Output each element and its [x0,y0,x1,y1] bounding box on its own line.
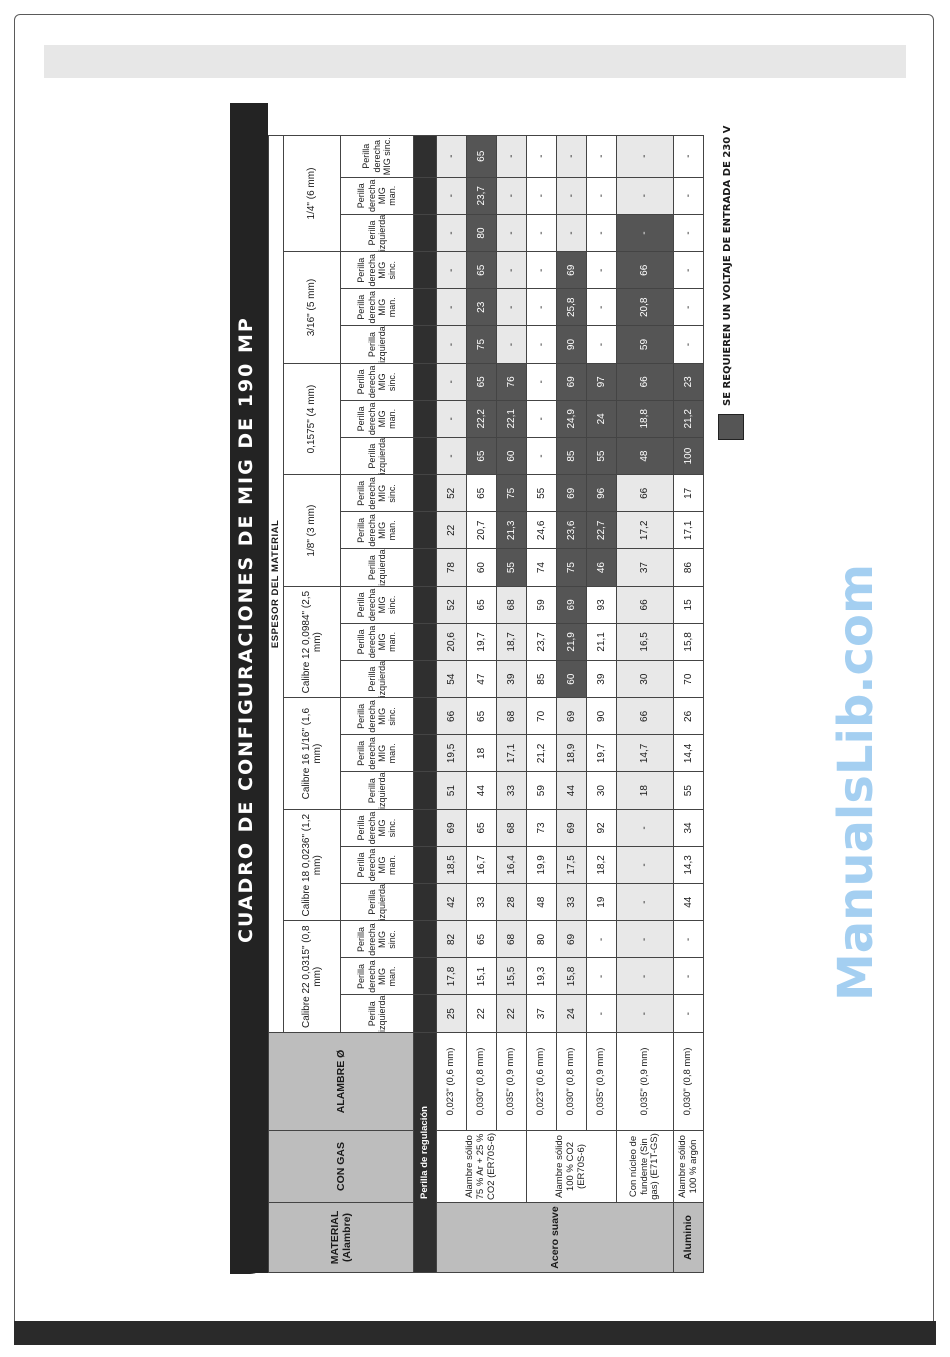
top-band [44,45,906,78]
value-cell: 39 [497,660,527,698]
value-cell: 26 [674,698,704,735]
value-cell: - [674,995,704,1033]
value-cell: 55 [527,475,557,512]
value-cell: 59 [617,326,674,364]
value-cell: 75 [557,549,587,587]
value-cell: - [497,135,527,177]
value-cell: - [587,252,617,289]
value-cell: 17 [674,475,704,512]
value-cell: 68 [497,809,527,846]
value-cell: - [617,883,674,921]
value-cell: 97 [587,363,617,400]
value-cell: - [527,177,557,214]
knob-man-header: Perilla derecha MIG man. [341,289,414,326]
value-cell: 20,6 [437,623,467,660]
value-cell: 74 [527,549,557,587]
knob-label-spacer [414,214,437,252]
value-cell: 24 [587,400,617,437]
wire-diameter-cell: 0,023" (0,6 mm) [437,1033,467,1131]
legend [712,110,752,440]
knob-sinc-header: Perilla derecha MIG sinc. [341,252,414,289]
knob-man-header: Perilla derecha MIG man. [341,846,414,883]
value-cell: - [587,177,617,214]
knob-man-header: Perilla derecha MIG man. [341,958,414,995]
value-cell: - [674,214,704,252]
knob-label-spacer [414,289,437,326]
value-cell: - [497,214,527,252]
knob-label-spacer [414,326,437,364]
value-cell: 20,7 [467,512,497,549]
value-cell: 18 [467,735,497,772]
value-cell: - [557,135,587,177]
chart-title: CUADRO DE CONFIGURACIONES DE MIG DE 190 MP [235,316,257,943]
value-cell: 18,9 [557,735,587,772]
value-cell: 68 [497,698,527,735]
knob-label-spacer [414,475,437,512]
value-cell: - [587,995,617,1033]
value-cell: 85 [527,660,557,698]
value-cell: - [437,252,467,289]
value-cell: 17,5 [557,846,587,883]
value-cell: 86 [674,549,704,587]
value-cell: 65 [467,475,497,512]
value-cell: 15 [674,586,704,623]
value-cell: 65 [467,135,497,177]
value-cell: - [587,921,617,958]
value-cell: 21,2 [527,735,557,772]
value-cell: - [674,135,704,177]
value-cell: 59 [527,772,557,810]
value-cell: 55 [497,549,527,587]
thickness-header: 1/4" (6 mm) [284,135,341,252]
value-cell: 73 [527,809,557,846]
knob-label-spacer [414,586,437,623]
knob-label-spacer [414,660,437,698]
value-cell: 24,9 [557,400,587,437]
value-cell: 21,2 [674,400,704,437]
thickness-header: 3/16" (5 mm) [284,252,341,364]
value-cell: 17,8 [437,958,467,995]
knob-label-spacer [414,177,437,214]
value-cell: 23,7 [467,177,497,214]
value-cell: 55 [587,437,617,475]
knob-man-header: Perilla derecha MIG man. [341,400,414,437]
value-cell: 65 [467,586,497,623]
thickness-header: Calibre 12 0,0984" (2,5 mm) [284,586,341,698]
value-cell: 25 [437,995,467,1033]
value-cell: 23 [674,363,704,400]
value-cell: 65 [467,437,497,475]
value-cell: 18,2 [587,846,617,883]
value-cell: 33 [467,883,497,921]
value-cell: 52 [437,475,467,512]
knob-label-spacer [414,135,437,177]
value-cell: 19,7 [587,735,617,772]
value-cell: 69 [557,363,587,400]
value-cell: 18,5 [437,846,467,883]
thickness-header: Calibre 16 1/16" (1,6 mm) [284,698,341,810]
value-cell: - [674,958,704,995]
gas-cell: Alambre sólido 75 % Ar + 25 % CO2 (ER70S-6) [437,1131,527,1203]
value-cell: 22 [437,512,467,549]
value-cell: 17,1 [497,735,527,772]
value-cell: 69 [557,921,587,958]
value-cell: 82 [437,921,467,958]
knob-label-spacer [414,809,437,846]
value-cell: 90 [587,698,617,735]
value-cell: 20,8 [617,289,674,326]
value-cell: 69 [557,586,587,623]
value-cell: - [437,437,467,475]
value-cell: 21,3 [497,512,527,549]
value-cell: - [437,400,467,437]
value-cell: 23,6 [557,512,587,549]
value-cell: - [617,135,674,177]
value-cell: - [437,326,467,364]
settings-table [268,135,704,1273]
thickness-header: 0,1575" (4 mm) [284,363,341,475]
value-cell: 90 [557,326,587,364]
knob-label-spacer [414,735,437,772]
knob-sinc-header: Perilla derecha MIG sinc. [341,921,414,958]
value-cell: - [497,326,527,364]
knob-left-header: Perilla izquierda [341,437,414,475]
value-cell: 92 [587,809,617,846]
value-cell: 44 [467,772,497,810]
value-cell: - [497,289,527,326]
value-cell: - [617,177,674,214]
value-cell: - [437,214,467,252]
value-cell: 66 [617,252,674,289]
value-cell: - [437,289,467,326]
value-cell: 18 [617,772,674,810]
value-cell: - [527,135,557,177]
knob-man-header: Perilla derecha MIG man. [341,177,414,214]
value-cell: - [587,135,617,177]
knob-label-spacer [414,400,437,437]
value-cell: - [674,289,704,326]
knob-sinc-header: Perilla derecha MIG sinc. [341,135,414,177]
value-cell: - [557,214,587,252]
knob-left-header: Perilla izquierda [341,660,414,698]
gas-cell: Con núcleo de fundente (Sin gas) (E71T-GS) [617,1131,674,1203]
value-cell: - [437,135,467,177]
knob-left-header: Perilla izquierda [341,995,414,1033]
value-cell: 93 [587,586,617,623]
value-cell: 24,6 [527,512,557,549]
thickness-header: 1/8" (3 mm) [284,475,341,587]
value-cell: 16,7 [467,846,497,883]
value-cell: - [674,921,704,958]
knob-sinc-header: Perilla derecha MIG sinc. [341,475,414,512]
value-cell: 44 [557,772,587,810]
knob-sinc-header: Perilla derecha MIG sinc. [341,586,414,623]
value-cell: 69 [557,809,587,846]
header-espesor: ESPESOR DEL MATERIAL [269,135,284,1032]
value-cell: - [527,326,557,364]
knob-label-row: Perilla de regulación [414,1033,437,1273]
thickness-header: Calibre 18 0,0236" (1,2 mm) [284,809,341,921]
knob-sinc-header: Perilla derecha MIG sinc. [341,363,414,400]
value-cell: 48 [617,437,674,475]
value-cell: 25,8 [557,289,587,326]
value-cell: 19,7 [467,623,497,660]
knob-man-header: Perilla derecha MIG man. [341,512,414,549]
value-cell: 65 [467,698,497,735]
value-cell: - [617,809,674,846]
wire-diameter-cell: 0,035" (0,9 mm) [617,1033,674,1131]
value-cell: 15,8 [557,958,587,995]
value-cell: 19,5 [437,735,467,772]
knob-label-spacer [414,623,437,660]
knob-man-header: Perilla derecha MIG man. [341,623,414,660]
value-cell: 19,3 [527,958,557,995]
value-cell: 23,7 [527,623,557,660]
value-cell: 65 [467,809,497,846]
value-cell: - [587,958,617,995]
value-cell: 69 [557,252,587,289]
value-cell: 66 [617,475,674,512]
wire-diameter-cell: 0,030" (0,8 mm) [674,1033,704,1131]
knob-left-header: Perilla izquierda [341,883,414,921]
header-gas: CON GAS [269,1131,414,1203]
value-cell: 18,7 [497,623,527,660]
value-cell: 21,9 [557,623,587,660]
value-cell: - [674,252,704,289]
value-cell: 21,1 [587,623,617,660]
legend-text: SE REQUIEREN UN VOLTAJE DE ENTRADA DE 230 V [722,125,733,406]
knob-label-spacer [414,549,437,587]
value-cell: 17,1 [674,512,704,549]
header-material: MATERIAL (Alambre) [269,1203,414,1273]
value-cell: 15,5 [497,958,527,995]
header-wire-dia: ALAMBRE Ø [269,1033,414,1131]
value-cell: 66 [617,586,674,623]
value-cell: - [587,214,617,252]
value-cell: 55 [674,772,704,810]
value-cell: - [437,363,467,400]
value-cell: 100 [674,437,704,475]
value-cell: 66 [617,363,674,400]
value-cell: 66 [437,698,467,735]
value-cell: 60 [557,660,587,698]
value-cell: 16,5 [617,623,674,660]
value-cell: 65 [467,363,497,400]
value-cell: 22,2 [467,400,497,437]
value-cell: 22,1 [497,400,527,437]
value-cell: 65 [467,921,497,958]
value-cell: 80 [467,214,497,252]
value-cell: 69 [557,698,587,735]
material-cell: Acero suave [437,1203,674,1273]
value-cell: 14,3 [674,846,704,883]
value-cell: 51 [437,772,467,810]
value-cell: 22 [467,995,497,1033]
knob-sinc-header: Perilla derecha MIG sinc. [341,809,414,846]
value-cell: 18,8 [617,400,674,437]
value-cell: - [497,177,527,214]
thickness-header: Calibre 22 0,0315" (0,8 mm) [284,921,341,1033]
value-cell: - [527,252,557,289]
value-cell: 19,9 [527,846,557,883]
value-cell: 15,1 [467,958,497,995]
value-cell: 42 [437,883,467,921]
chart-title-bar [230,103,268,1273]
material-cell: Aluminio [674,1203,704,1273]
knob-label-spacer [414,512,437,549]
value-cell: 59 [527,586,557,623]
value-cell: - [674,177,704,214]
value-cell: 23 [467,289,497,326]
knob-label-spacer [414,363,437,400]
value-cell: 47 [467,660,497,698]
knob-label-spacer [414,772,437,810]
value-cell: 75 [497,475,527,512]
value-cell: 96 [587,475,617,512]
knob-label-spacer [414,846,437,883]
watermark: ManualsLib.com [828,564,884,1001]
wire-diameter-cell: 0,030" (0,8 mm) [557,1033,587,1131]
value-cell: - [437,177,467,214]
knob-left-header: Perilla izquierda [341,214,414,252]
value-cell: - [527,363,557,400]
value-cell: 16,4 [497,846,527,883]
value-cell: - [617,995,674,1033]
value-cell: - [527,289,557,326]
value-cell: - [617,846,674,883]
wire-diameter-cell: 0,035" (0,9 mm) [497,1033,527,1131]
value-cell: 28 [497,883,527,921]
value-cell: - [497,252,527,289]
value-cell: - [527,214,557,252]
value-cell: - [617,214,674,252]
value-cell: 78 [437,549,467,587]
value-cell: 54 [437,660,467,698]
value-cell: - [527,437,557,475]
value-cell: 30 [587,772,617,810]
value-cell: 70 [527,698,557,735]
value-cell: 75 [467,326,497,364]
value-cell: - [617,921,674,958]
knob-sinc-header: Perilla derecha MIG sinc. [341,698,414,735]
value-cell: 44 [674,883,704,921]
value-cell: - [617,958,674,995]
wire-diameter-cell: 0,030" (0,8 mm) [467,1033,497,1131]
gas-cell: Alambre sólido 100 % CO2 (ER70S-6) [527,1131,617,1203]
knob-label-spacer [414,252,437,289]
value-cell: 37 [617,549,674,587]
value-cell: 85 [557,437,587,475]
value-cell: 60 [497,437,527,475]
value-cell: 76 [497,363,527,400]
value-cell: 33 [497,772,527,810]
value-cell: 66 [617,698,674,735]
value-cell: 65 [467,252,497,289]
bottom-band [14,1321,936,1345]
value-cell: 24 [557,995,587,1033]
knob-left-header: Perilla izquierda [341,326,414,364]
knob-man-header: Perilla derecha MIG man. [341,735,414,772]
value-cell: 14,7 [617,735,674,772]
wire-diameter-cell: 0,023" (0,6 mm) [527,1033,557,1131]
knob-left-header: Perilla izquierda [341,772,414,810]
value-cell: - [557,177,587,214]
wire-diameter-cell: 0,035" (0,9 mm) [587,1033,617,1131]
value-cell: 37 [527,995,557,1033]
value-cell: 46 [587,549,617,587]
gas-cell: Alambre sólido 100 % argón [674,1131,704,1203]
value-cell: 33 [557,883,587,921]
value-cell: 69 [557,475,587,512]
value-cell: 22,7 [587,512,617,549]
value-cell: 52 [437,586,467,623]
value-cell: - [674,326,704,364]
value-cell: 68 [497,586,527,623]
value-cell: 70 [674,660,704,698]
knob-label-spacer [414,921,437,958]
value-cell: 30 [617,660,674,698]
knob-label-spacer [414,883,437,921]
value-cell: 22 [497,995,527,1033]
knob-label-spacer [414,698,437,735]
value-cell: 69 [437,809,467,846]
knob-label-spacer [414,958,437,995]
value-cell: 80 [527,921,557,958]
value-cell: 14,4 [674,735,704,772]
knob-label-spacer [414,995,437,1033]
value-cell: - [587,289,617,326]
knob-left-header: Perilla izquierda [341,549,414,587]
value-cell: 68 [497,921,527,958]
value-cell: 15,8 [674,623,704,660]
value-cell: 39 [587,660,617,698]
value-cell: 17,2 [617,512,674,549]
value-cell: 60 [467,549,497,587]
value-cell: - [527,400,557,437]
value-cell: - [587,326,617,364]
legend-swatch [718,414,744,440]
value-cell: 19 [587,883,617,921]
knob-label-spacer [414,437,437,475]
value-cell: 48 [527,883,557,921]
value-cell: 34 [674,809,704,846]
